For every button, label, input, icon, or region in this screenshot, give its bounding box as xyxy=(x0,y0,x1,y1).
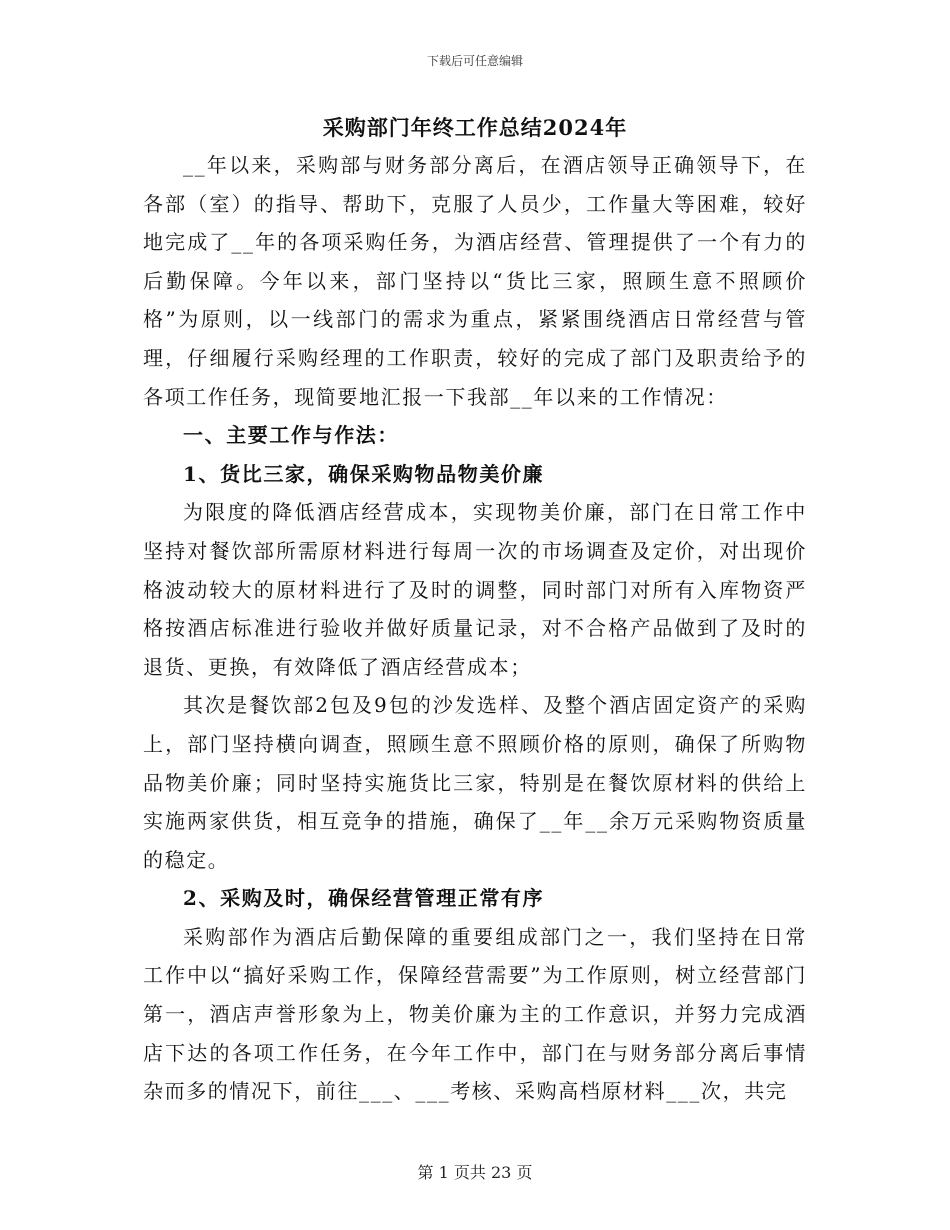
subsection-heading-1: 1、货比三家，确保采购物品物美价廉 xyxy=(183,461,545,486)
page-number-footer: 第 1 页共 23 页 xyxy=(417,1163,533,1182)
subsection-heading-2: 2、采购及时，确保经营管理正常有序 xyxy=(183,886,545,911)
paragraph-sofa-sampling: 其次是餐饮部2包及9包的沙发选样、及整个酒店固定资产的采购上，部门坚持横向调查，照顾生意不照顾价格的原则，确保了所购物品物美价廉；同时坚持实施货比三家，特别是在餐饮原材料的供给上实施两家供货，相互竞争的措施，确保了__年__余万元采购物资质量的稳定。 xyxy=(143,693,807,872)
paragraph-cost-control: 为限度的降低酒店经营成本，实现物美价廉，部门在日常工作中坚持对餐饮部所需原材料进行每周一次的市场调查及定价，对出现价格波动较大的原材料进行了及时的调整，同时部门对所有入库物资严格按酒店标准进行验收并做好质量记录，对不合格产品做到了及时的退货、更换，有效降低了酒店经营成本； xyxy=(143,500,807,679)
header-note: 下载后可任意编辑 xyxy=(426,54,523,68)
section-heading-main-work: 一、主要工作与作法： xyxy=(183,423,399,448)
document-body xyxy=(143,146,807,1111)
document-title: 采购部门年终工作总结2024年 xyxy=(322,115,628,140)
paragraph-intro: __年以来，采购部与财务部分离后，在酒店领导正确领导下，在各部（室）的指导、帮助下，克服了人员少，工作量大等困难，较好地完成了__年的各项采购任务，为酒店经营、管理提供了一个有力的后勤保障。今年以来，部门坚持以“货比三家，照顾生意不照顾价格”为原则，以一线部门的需求为重点，紧紧围绕酒店日常经营与管理，仔细履行采购经理的工作职责，较好的完成了部门及职责给予的各项工作任务，现简要地汇报一下我部__年以来的工作情况： xyxy=(143,153,807,409)
paragraph-timely-purchasing: 采购部作为酒店后勤保障的重要组成部门之一，我们坚持在日常工作中以“搞好采购工作，保障经营需要”为工作原则，树立经营部门第一，酒店声誉形象为上，物美价廉为主的工作意识，并努力完成酒店下达的各项工作任务，在今年工作中，部门在与财务部分离后事情杂而多的情况下，前往___、___考核、采购高档原材料___次，共完 xyxy=(143,924,807,1104)
